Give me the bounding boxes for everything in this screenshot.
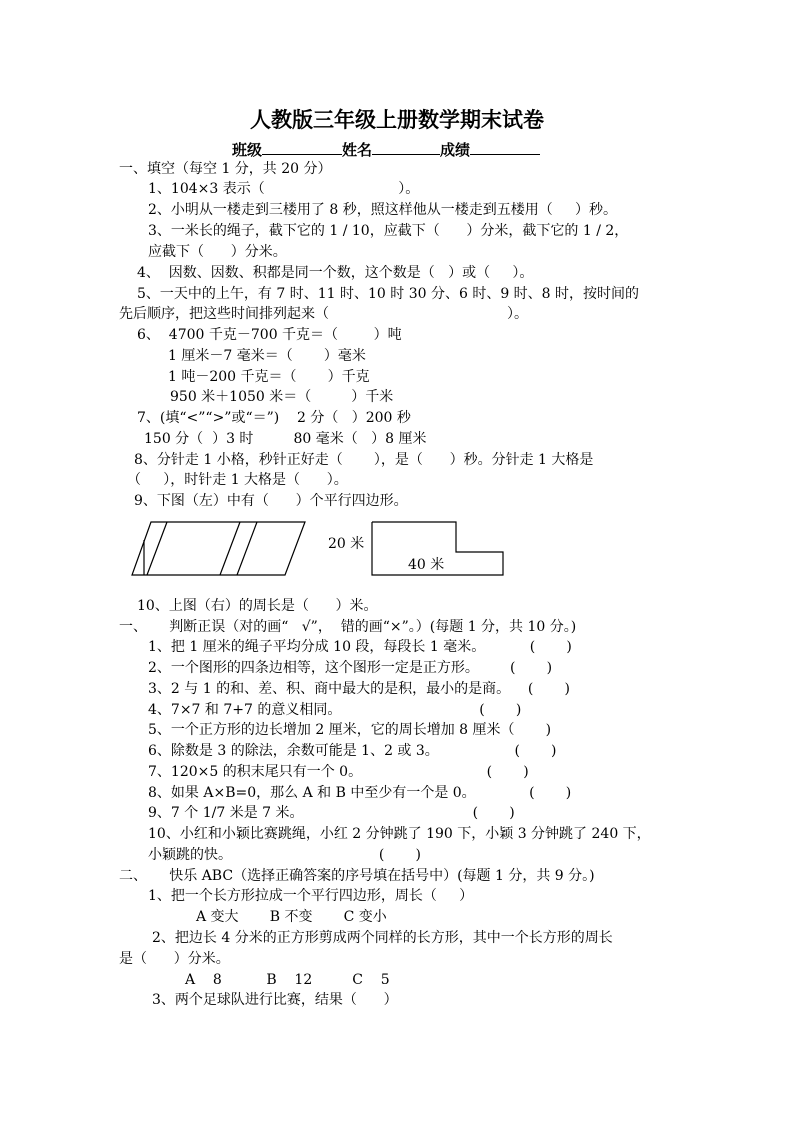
fill-item-8-cont: （ ），时针走 1 大格是（ ）。 — [127, 472, 348, 488]
fill-item-1: 1、104×3 表示（ ）。 — [148, 181, 420, 197]
judge-item-10-cont: 小颖跳的快。 ( ) — [148, 847, 421, 863]
choice-item-3: 3、两个足球队进行比赛，结果（ ） — [152, 992, 398, 1008]
fill-item-6c: 1 吨－200 千克＝（ ）千克 — [168, 369, 370, 385]
judge-item-2: 2、一个图形的四条边相等，这个图形一定是正方形。 ( ) — [148, 660, 553, 676]
fill-item-6b: 1 厘米－7 毫米＝（ ）毫米 — [168, 348, 366, 364]
judge-item-5: 5、一个正方形的边长增加 2 厘米，它的周长增加 8 厘米（ ) — [148, 722, 552, 738]
student-info-line — [232, 140, 540, 160]
slant-line-2 — [220, 522, 240, 575]
judge-item-10: 10、小红和小颖比赛跳绳，小红 2 分钟跳了 190 下，小颖 3 分钟跳了 240 下， — [148, 826, 651, 842]
slant-line-1 — [147, 522, 167, 575]
fill-item-7: 7、(填“<”“>”或“＝”) 2 分（ ）200 秒 — [137, 410, 411, 426]
judge-item-6: 6、除数是 3 的除法，余数可能是 1、2 或 3。 ( ) — [148, 743, 557, 759]
class-label: 班级 — [232, 141, 263, 159]
judge-item-3: 3、2 与 1 的和、差、积、商中最大的是积，最小的是商。 ( ) — [148, 681, 570, 697]
section3-heading: 二、 快乐 ABC（选择正确答案的序号填在括号中）(每题 1 分，共 9 分。) — [119, 868, 595, 884]
fill-item-6d: 950 米＋1050 米＝（ ）千米 — [170, 389, 394, 405]
choice-item-2: 2、把边长 4 分米的正方形剪成两个同样的长方形，其中一个长方形的周长 — [152, 930, 613, 946]
fill-item-7b: 150 分（ ）3 时 80 毫米（ ）8 厘米 — [144, 431, 427, 447]
fill-item-6: 6、 4700 千克－700 千克＝（ ）吨 — [137, 327, 402, 343]
judge-item-1: 1、把 1 厘米的绳子平均分成 10 段，每段长 1 毫米。 ( ) — [148, 639, 572, 655]
fill-item-4: 4、 因数、因数、积都是同一个数，这个数是（ ）或（ ）。 — [137, 265, 534, 281]
judge-item-8: 8、如果 A×B=0，那么 A 和 B 中至少有一个是 0。 ( ) — [148, 785, 572, 801]
fill-item-8: 8、分针走 1 小格，秒针正好走（ ），是（ ）秒。分针走 1 大格是 — [134, 452, 594, 468]
judge-item-9: 9、7 个 1/7 米是 7 米。 ( ) — [148, 805, 515, 821]
figure-width-label: 40 米 — [408, 557, 445, 573]
choice-item-2-cont: 是（ ）分米。 — [119, 951, 230, 967]
class-blank[interactable] — [262, 140, 342, 155]
slant-line-3 — [237, 522, 257, 575]
fill-item-5-cont: 先后顺序，把这些时间排列起来（ ）。 — [119, 306, 529, 322]
choice-item-1-options: A 变大 B 不变 C 变小 — [196, 909, 387, 925]
page-title: 人教版三年级上册数学期末试卷 — [250, 107, 544, 132]
outer-parallelogram — [132, 522, 305, 575]
fill-item-9: 9、下图（左）中有（ ）个平行四边形。 — [134, 493, 408, 509]
judge-item-7: 7、120×5 的积末尾只有一个 0。 ( ) — [148, 764, 529, 780]
fill-item-3-cont: 应截下（ ）分米。 — [148, 244, 287, 260]
fill-item-3: 3、一米长的绳子，截下它的 1 / 10，应截下（ ）分米，截下它的 1 / 2， — [148, 223, 629, 239]
score-label: 成绩 — [440, 141, 471, 159]
choice-item-2-options: A 8 B 12 C 5 — [185, 972, 390, 988]
name-label: 姓名 — [342, 141, 373, 159]
score-blank[interactable] — [470, 140, 540, 155]
parallelogram-figure — [130, 520, 308, 578]
figure-height-label: 20 米 — [328, 536, 365, 552]
name-blank[interactable] — [372, 140, 440, 155]
fill-item-10: 10、上图（右）的周长是（ ）米。 — [137, 598, 378, 614]
judge-item-4: 4、7×7 和 7+7 的意义相同。 ( ) — [148, 702, 522, 718]
fill-item-5: 5、一天中的上午，有 7 时、11 时、10 时 30 分、6 时、9 时、8 时，按时间的 — [137, 286, 640, 302]
choice-item-1: 1、把一个长方形拉成一个平行四边形，周长（ ） — [148, 888, 474, 904]
section1-heading: 一、填空（每空 1 分，共 20 分） — [119, 161, 332, 177]
fill-item-2: 2、小明从一楼走到三楼用了 8 秒，照这样他从一楼走到五楼用（ ）秒。 — [148, 202, 617, 218]
section2-heading: 一、 判断正误（对的画“ √”， 错的画“×”。）(每题 1 分，共 10 分。) — [119, 619, 577, 635]
